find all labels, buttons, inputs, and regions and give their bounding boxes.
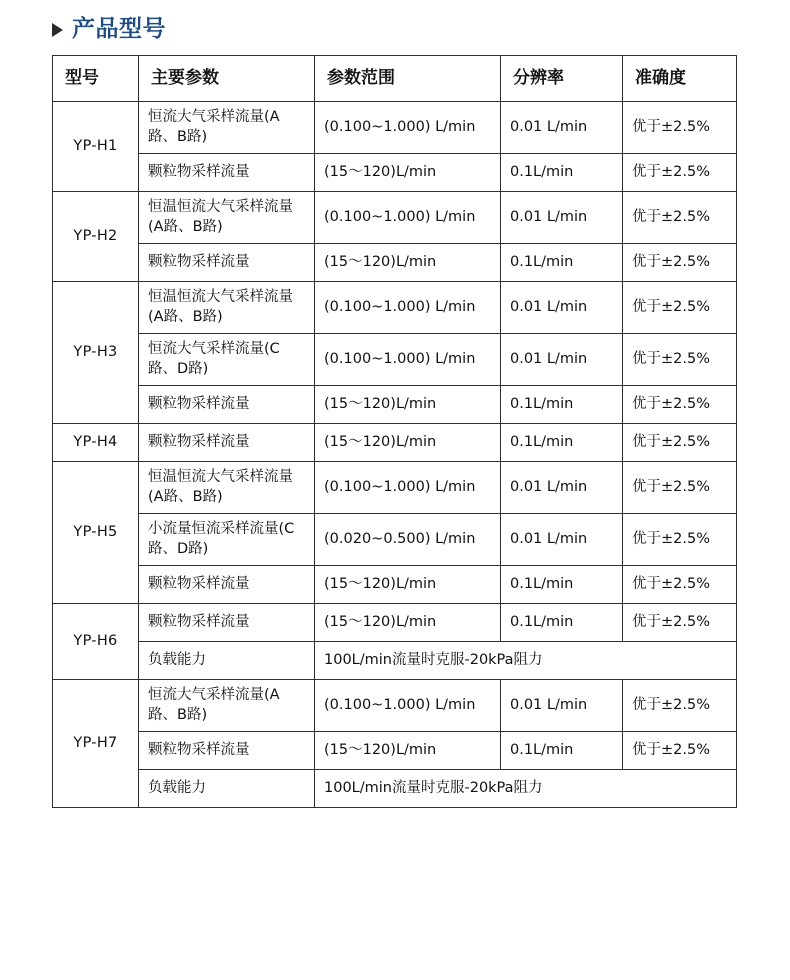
- resolution-cell: 0.01 L/min: [501, 282, 623, 334]
- param-cell: 负载能力: [139, 770, 315, 808]
- param-cell: 恒流大气采样流量(A路、B路): [139, 102, 315, 154]
- table-body: [53, 102, 737, 808]
- table-row: [53, 566, 737, 604]
- table-row: [53, 514, 737, 566]
- table-row: [53, 282, 737, 334]
- model-cell: YP-H7: [53, 680, 139, 808]
- accuracy-cell: 优于±2.5%: [623, 192, 737, 244]
- table-row: [53, 680, 737, 732]
- resolution-cell: 0.1L/min: [501, 244, 623, 282]
- accuracy-cell: 优于±2.5%: [623, 462, 737, 514]
- resolution-cell: 0.01 L/min: [501, 334, 623, 386]
- resolution-cell: 0.1L/min: [501, 566, 623, 604]
- model-cell: YP-H4: [53, 424, 139, 462]
- resolution-cell: 0.1L/min: [501, 386, 623, 424]
- table-header: [53, 56, 737, 102]
- param-cell: 恒流大气采样流量(A路、B路): [139, 680, 315, 732]
- table-row: [53, 334, 737, 386]
- table-row: [53, 642, 737, 680]
- model-cell: YP-H5: [53, 462, 139, 604]
- page-title: [52, 18, 738, 41]
- column-header-resolution: 分辨率: [501, 56, 623, 102]
- table-row: [53, 386, 737, 424]
- range-cell-merged: 100L/min流量时克服-20kPa阻力: [315, 770, 737, 808]
- range-cell: (15～120)L/min: [315, 732, 501, 770]
- param-cell: 颗粒物采样流量: [139, 732, 315, 770]
- param-cell: 恒温恒流大气采样流量(A路、B路): [139, 192, 315, 244]
- page-title-text: 产品型号: [72, 16, 166, 42]
- param-cell: 恒温恒流大气采样流量(A路、B路): [139, 282, 315, 334]
- resolution-cell: 0.1L/min: [501, 424, 623, 462]
- table-row: [53, 604, 737, 642]
- param-cell: 颗粒物采样流量: [139, 424, 315, 462]
- accuracy-cell: 优于±2.5%: [623, 282, 737, 334]
- resolution-cell: 0.01 L/min: [501, 680, 623, 732]
- column-header-accuracy: 准确度: [623, 56, 737, 102]
- accuracy-cell: 优于±2.5%: [623, 154, 737, 192]
- table-header-row: [53, 56, 737, 102]
- range-cell: (0.100~1.000) L/min: [315, 680, 501, 732]
- accuracy-cell: 优于±2.5%: [623, 680, 737, 732]
- param-cell: 颗粒物采样流量: [139, 154, 315, 192]
- column-header-model: 型号: [53, 56, 139, 102]
- table-row: [53, 732, 737, 770]
- column-header-range: 参数范围: [315, 56, 501, 102]
- accuracy-cell: 优于±2.5%: [623, 334, 737, 386]
- table-row: [53, 424, 737, 462]
- range-cell: (15～120)L/min: [315, 566, 501, 604]
- range-cell: (0.100~1.000) L/min: [315, 192, 501, 244]
- model-cell: YP-H3: [53, 282, 139, 424]
- accuracy-cell: 优于±2.5%: [623, 604, 737, 642]
- param-cell: 颗粒物采样流量: [139, 566, 315, 604]
- range-cell: (15～120)L/min: [315, 386, 501, 424]
- resolution-cell: 0.1L/min: [501, 154, 623, 192]
- accuracy-cell: 优于±2.5%: [623, 424, 737, 462]
- param-cell: 颗粒物采样流量: [139, 386, 315, 424]
- product-model-table: [52, 55, 737, 808]
- param-cell: 颗粒物采样流量: [139, 244, 315, 282]
- model-cell: YP-H6: [53, 604, 139, 680]
- param-cell: 恒流大气采样流量(C路、D路): [139, 334, 315, 386]
- range-cell: (0.100~1.000) L/min: [315, 462, 501, 514]
- accuracy-cell: 优于±2.5%: [623, 102, 737, 154]
- resolution-cell: 0.1L/min: [501, 732, 623, 770]
- param-cell: 小流量恒流采样流量(C路、D路): [139, 514, 315, 566]
- resolution-cell: 0.01 L/min: [501, 192, 623, 244]
- table-row: [53, 770, 737, 808]
- resolution-cell: 0.01 L/min: [501, 514, 623, 566]
- table-row: [53, 154, 737, 192]
- resolution-cell: 0.1L/min: [501, 604, 623, 642]
- table-row: [53, 102, 737, 154]
- range-cell: (0.100~1.000) L/min: [315, 282, 501, 334]
- resolution-cell: 0.01 L/min: [501, 462, 623, 514]
- column-header-param: 主要参数: [139, 56, 315, 102]
- table-row: [53, 462, 737, 514]
- range-cell: (15～120)L/min: [315, 604, 501, 642]
- range-cell: (15～120)L/min: [315, 244, 501, 282]
- range-cell: (15～120)L/min: [315, 154, 501, 192]
- table-row: [53, 244, 737, 282]
- model-cell: YP-H1: [53, 102, 139, 192]
- accuracy-cell: 优于±2.5%: [623, 386, 737, 424]
- range-cell: (0.100~1.000) L/min: [315, 102, 501, 154]
- table-row: [53, 192, 737, 244]
- accuracy-cell: 优于±2.5%: [623, 566, 737, 604]
- model-cell: YP-H2: [53, 192, 139, 282]
- range-cell: (15～120)L/min: [315, 424, 501, 462]
- accuracy-cell: 优于±2.5%: [623, 514, 737, 566]
- param-cell: 颗粒物采样流量: [139, 604, 315, 642]
- param-cell: 恒温恒流大气采样流量(A路、B路): [139, 462, 315, 514]
- triangle-right-icon: [52, 23, 63, 37]
- range-cell: (0.020~0.500) L/min: [315, 514, 501, 566]
- accuracy-cell: 优于±2.5%: [623, 244, 737, 282]
- resolution-cell: 0.01 L/min: [501, 102, 623, 154]
- param-cell: 负载能力: [139, 642, 315, 680]
- range-cell: (0.100~1.000) L/min: [315, 334, 501, 386]
- range-cell-merged: 100L/min流量时克服-20kPa阻力: [315, 642, 737, 680]
- accuracy-cell: 优于±2.5%: [623, 732, 737, 770]
